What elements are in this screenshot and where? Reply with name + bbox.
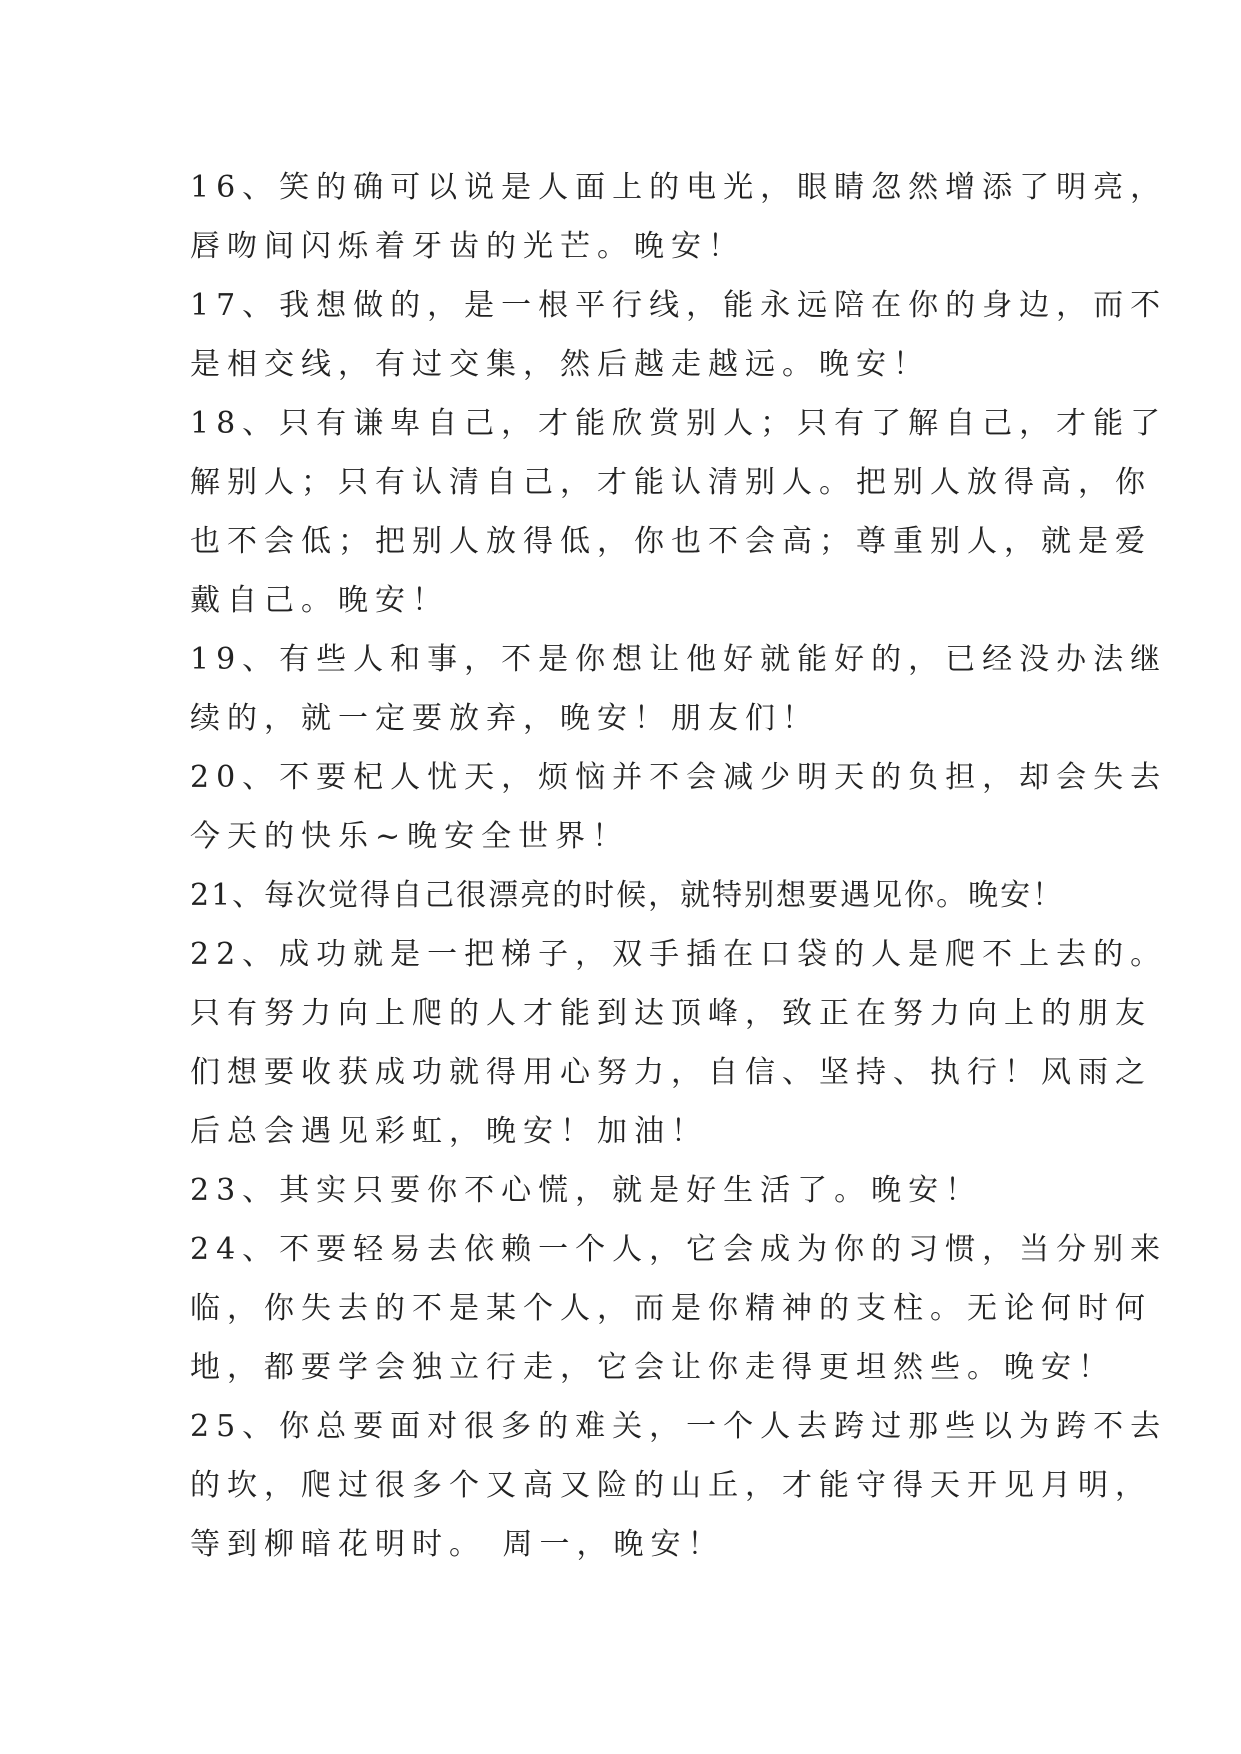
text-line-1: 16、笑的确可以说是人面上的电光，眼睛忽然增添了明亮， <box>190 170 1168 205</box>
text-line-5: 18、只有谦卑自己，才能欣赏别人；只有了解自己，才能了 <box>190 406 1168 441</box>
text-line-17: 后总会遇见彩虹，晚安！加油！ <box>190 1114 708 1149</box>
text-line-22: 25、你总要面对很多的难关，一个人去跨过那些以为跨不去 <box>190 1409 1168 1444</box>
text-line-14: 22、成功就是一把梯子，双手插在口袋的人是爬不上去的。 <box>190 937 1168 972</box>
text-line-20: 临，你失去的不是某个人，而是你精神的支柱。无论何时何 <box>190 1291 1152 1326</box>
text-line-8: 戴自己。晚安！ <box>190 583 449 618</box>
text-line-15: 只有努力向上爬的人才能到达顶峰，致正在努力向上的朋友 <box>190 996 1152 1031</box>
text-line-4: 是相交线，有过交集，然后越走越远。晚安！ <box>190 347 930 382</box>
document-body <box>190 158 1168 1574</box>
text-line-12: 今天的快乐~晚安全世界！ <box>190 819 630 854</box>
text-line-11: 20、不要杞人忧天，烦恼并不会减少明天的负担，却会失去 <box>190 760 1168 795</box>
text-line-13: 21、每次觉得自己很漂亮的时候，就特别想要遇见你。晚安！ <box>190 878 1065 913</box>
text-line-2: 唇吻间闪烁着牙齿的光芒。晚安！ <box>190 229 745 264</box>
text-line-9: 19、有些人和事，不是你想让他好就能好的，已经没办法继 <box>190 642 1168 677</box>
text-line-23: 的坎，爬过很多个又高又险的山丘，才能守得天开见月明， <box>190 1468 1152 1503</box>
text-line-7: 也不会低；把别人放得低，你也不会高；尊重别人，就是爱 <box>190 524 1152 559</box>
text-line-16: 们想要收获成功就得用心努力，自信、坚持、执行！风雨之 <box>190 1055 1152 1090</box>
text-line-18: 23、其实只要你不心慌，就是好生活了。晚安！ <box>190 1173 983 1208</box>
text-line-19: 24、不要轻易去依赖一个人，它会成为你的习惯，当分别来 <box>190 1232 1168 1267</box>
text-line-3: 17、我想做的，是一根平行线，能永远陪在你的身边，而不 <box>190 288 1168 323</box>
text-line-24: 等到柳暗花明时。 周一，晚安！ <box>190 1527 725 1562</box>
text-line-21: 地，都要学会独立行走，它会让你走得更坦然些。晚安！ <box>190 1350 1115 1385</box>
text-line-10: 续的，就一定要放弃，晚安！朋友们！ <box>190 701 819 736</box>
text-line-6: 解别人；只有认清自己，才能认清别人。把别人放得高，你 <box>190 465 1152 500</box>
